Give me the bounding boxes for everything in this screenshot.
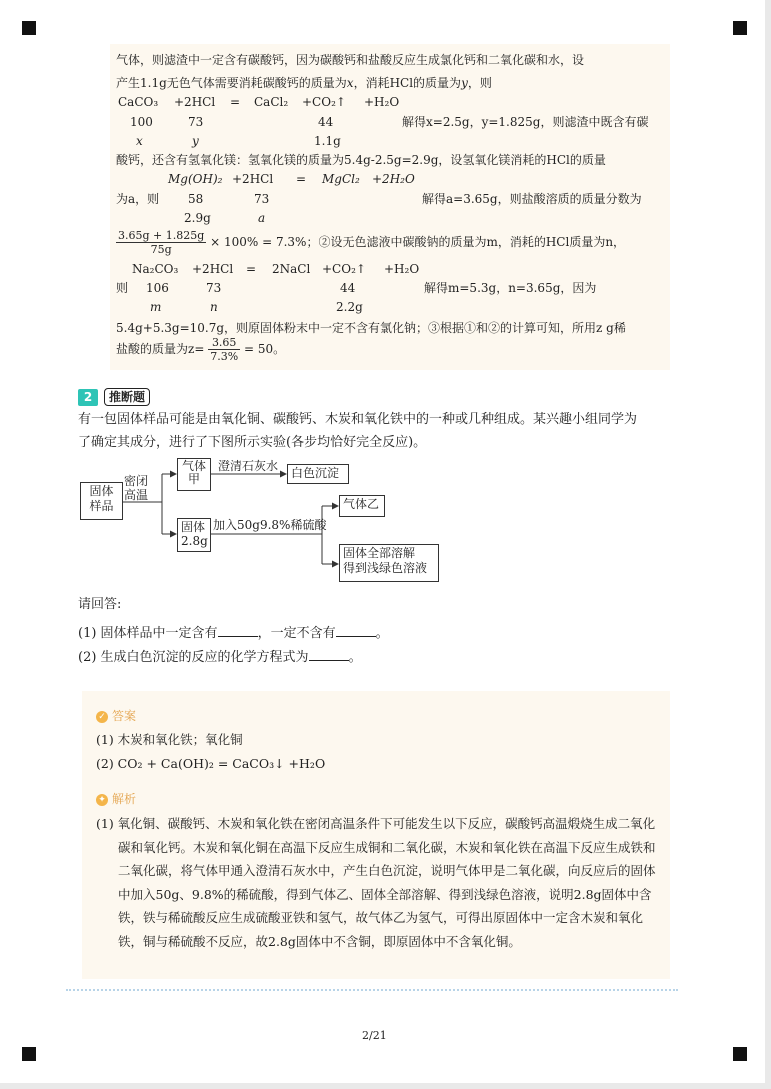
- solution-line: 气体，则滤渣中一定含有碳酸钙，因为碳酸钙和盐酸反应生成氯化钙和二氧化碳和水，设: [116, 53, 585, 67]
- equation-solution: 解得x=2.5g，y=1.825g，则滤渣中既含有碳: [402, 115, 649, 129]
- solution-line: 酸钙，还含有氢氧化镁：氢氧化镁的质量为5.4g-2.5g=2.9g，设氢氧化镁消耗的HCl的质量: [116, 153, 606, 167]
- equation-variable: m: [150, 300, 162, 314]
- box-gas-yi: 气体乙: [339, 495, 385, 517]
- answer-line: (2) CO₂ + Ca(OH)₂ = CaCO₃↓ +H₂O: [96, 756, 326, 771]
- solution-line: 产生1.1g无色气体需要消耗碳酸钙的质量为x，消耗HCl的质量为y，则: [116, 76, 492, 90]
- equation-variable: a: [258, 211, 266, 225]
- corner-mark: [22, 1047, 36, 1061]
- solution-line: 盐酸的质量为z= $\frac{3.65}{7.3\%}$ = 50。: [116, 336, 286, 363]
- page-number: 2/21: [362, 1029, 387, 1042]
- box-result-solution: 固体全部溶解 得到浅绿色溶液: [339, 544, 439, 582]
- sub-question-1: (1) 固体样品中一定含有 ，一定不含有 。: [78, 626, 389, 641]
- fraction: $\frac{3.65}{7.3\%}$: [210, 336, 239, 363]
- equation-mass: 44: [340, 281, 356, 295]
- equation-term: +2H₂O: [372, 172, 415, 186]
- answer-blank: [309, 648, 349, 661]
- label-limewater: 澄清石灰水: [218, 459, 279, 473]
- equation-mass: 73: [206, 281, 222, 295]
- answer-blank: [336, 624, 376, 637]
- equation-term: =: [296, 172, 307, 186]
- equation-solution: 解得m=5.3g，n=3.65g，因为: [424, 281, 597, 295]
- equation-mass: 73: [254, 192, 270, 206]
- equation-term: +H₂O: [384, 262, 420, 276]
- equation-term: +2HCl: [174, 95, 216, 109]
- equation-term: +2HCl: [232, 172, 274, 186]
- question-stem: 有一包固体样品可能是由氧化铜、碳酸钙、木炭和氧化铁中的一种或几种组成。某兴趣小组同学为: [78, 412, 638, 427]
- box-white-precipitate: 白色沉淀: [287, 464, 349, 484]
- equation-term: =: [246, 262, 257, 276]
- box-solid-sample: 固体 样品: [80, 482, 123, 520]
- answer-blank: [218, 624, 258, 637]
- answer-line: (1) 木炭和氧化铁；氧化铜: [96, 732, 243, 747]
- question-number-badge: 2: [78, 389, 98, 406]
- equation-term: +2HCl: [192, 262, 234, 276]
- equation-term: +CO₂↑: [322, 262, 366, 276]
- equation-variable: 2.9g: [184, 211, 211, 225]
- equation-variable: 1.1g: [314, 134, 341, 148]
- equation-mass: 106: [146, 281, 169, 295]
- question-stem: 了确定其成分，进行了下图所示实验(各步均恰好完全反应)。: [78, 435, 427, 450]
- dotted-divider: [66, 989, 678, 991]
- label-add-acid: 加入50g9.8%稀硫酸: [213, 518, 327, 532]
- fraction: $\frac{3.65g + 1.825g}{75g}$: [118, 229, 205, 256]
- equation-term: CaCO₃: [118, 95, 159, 109]
- solution-line: 5.4g+5.3g=10.7g，则原固体粉末中一定不含有氯化钠；③根据①和②的计算可知，所用z g稀: [116, 321, 626, 335]
- sub-question-2: (2) 生成白色沉淀的反应的化学方程式为 。: [78, 650, 362, 665]
- solution-line: $\frac{3.65g + 1.825g}{75g}$ × 100% = 7.3%；②设无色滤液中碳酸钠的质量为m，消耗的HCl质量为n，: [118, 229, 626, 256]
- equation-variable: y: [192, 134, 199, 148]
- equation-term: +H₂O: [364, 95, 400, 109]
- corner-mark: [733, 1047, 747, 1061]
- equation-variable: x: [136, 134, 143, 148]
- check-icon: ✓: [96, 711, 108, 723]
- equation-term: +CO₂↑: [302, 95, 346, 109]
- equation-solution: 解得a=3.65g，则盐酸溶质的质量分数为: [422, 192, 642, 206]
- equation-variable: 2.2g: [336, 300, 363, 314]
- analysis-label: ✦ 解析: [96, 790, 136, 807]
- solution-line: 则: [116, 281, 129, 295]
- box-gas-jia: 气体 甲: [177, 458, 211, 491]
- equation-term: Mg(OH)₂: [168, 172, 223, 186]
- solution-line: 为a，则: [116, 192, 160, 206]
- equation-mass: 100: [130, 115, 153, 129]
- analysis-paragraph: (1) 氧化铜、碳酸钙、木炭和氧化铁在密闭高温条件下可能发生以下反应，碳酸钙高温煅烧生成二氧化碳和氧化钙。木炭和氧化铜在高温下反应生成铜和二氧化碳，木炭和氧化铁在高温下反应生成铁和二氧化碳，将气体甲通入澄清石灰水中，产生白色沉淀，说明气体甲是二氧化碳，向反应后的固体中加入50g、9.8%的稀硫酸，得到气体乙、固体全部溶解、得到浅绿色溶液，说明2.8g固体中含铁，铁与稀硫酸反应生成硫酸亚铁和氢气，故气体乙为氢气，可得出原固体中一定含木炭和氧化铁，铜与稀硫酸不反应，故2.8g固体中不含铜，即原固体中不含氧化铜。: [96, 816, 656, 949]
- equation-mass: 44: [318, 115, 334, 129]
- question-prompt: 请回答:: [78, 597, 122, 612]
- box-solid-2-8g: 固体 2.8g: [177, 518, 211, 552]
- equation-mass: 58: [188, 192, 204, 206]
- equation-mass: 73: [188, 115, 204, 129]
- equation-variable: n: [210, 300, 218, 314]
- equation-term: MgCl₂: [322, 172, 360, 186]
- equation-term: =: [230, 95, 241, 109]
- answer-label: ✓ 答案: [96, 707, 136, 724]
- equation-term: 2NaCl: [272, 262, 311, 276]
- lightbulb-icon: ✦: [96, 794, 108, 806]
- question-type-tag: 推断题: [104, 388, 150, 406]
- equation-term: CaCl₂: [254, 95, 289, 109]
- label-condition: 密闭 高温: [124, 474, 149, 502]
- equation-term: Na₂CO₃: [132, 262, 179, 276]
